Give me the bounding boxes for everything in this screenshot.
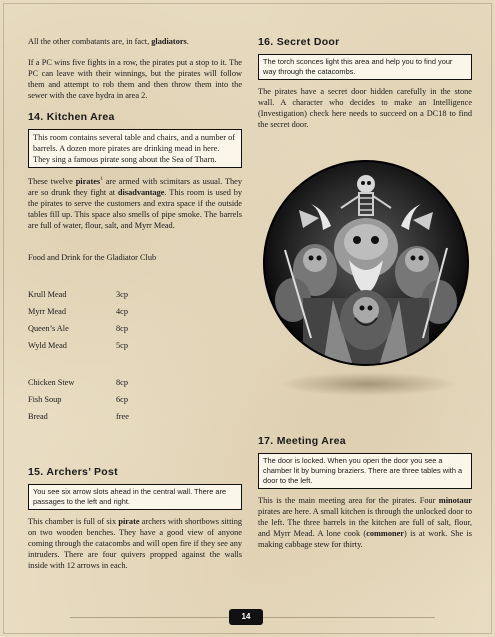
archers-body (28, 516, 242, 571)
page-number: 14 (229, 609, 263, 625)
pirates-bold: pirates (75, 176, 101, 186)
menu-item: Chicken Stew (28, 377, 75, 387)
secret-door-read-aloud-box: The torch sconces light this area and help you to find your way through the catacombs. (258, 54, 472, 80)
archers-text-1: This chamber is full of six (28, 517, 119, 526)
pirate-crew-illustration (263, 160, 469, 366)
menu-gap (28, 354, 242, 374)
food-list (28, 374, 242, 425)
pirates-footnote: 1 (100, 176, 103, 182)
archers-read-aloud-box: You see six arrow slots ahead in the central wall. There are passages to the left and right. (28, 484, 242, 510)
menu-row (28, 320, 242, 337)
menu-price: 8cp (116, 323, 128, 333)
intro-text-end: . (186, 37, 189, 46)
menu-item: Fish Soup (28, 394, 62, 404)
menu-row (28, 286, 242, 303)
menu-row (28, 408, 242, 425)
menu-title: Food and Drink for the Gladiator Club (28, 252, 157, 262)
archers-post-section (28, 466, 242, 581)
right-column (258, 36, 472, 140)
meeting-text-2: pirates are here. A small kitchen is through the unlocked door to the left. The three barrels in the kitchen are full of salt, flour, and Myrr Mead. A lone cook ( (258, 507, 472, 538)
meeting-area-section (258, 435, 472, 560)
kitchen-text-2: are armed with scimitars as usual. They are so drunk they fight at (28, 176, 242, 197)
menu-row (28, 303, 242, 320)
gladiators-bold: gladiators (151, 37, 187, 46)
archers-text-2: archers with shortbows sitting on two wooden benches. They have a good view of anyone coming through the catacombs and will open fire if they see any intruders. There are four quivers propped against the walls inside with 12 arrows in each. (28, 517, 242, 570)
menu-price: 8cp (116, 377, 128, 387)
meeting-text-3: ) is at work. She is making cabbage stew for thirty. (258, 529, 472, 549)
menu-row (28, 391, 242, 408)
kitchen-body (28, 174, 242, 231)
drinks-list (28, 286, 242, 354)
kitchen-heading: 14. Kitchen Area (28, 111, 115, 123)
kitchen-read-aloud-box: This room contains several table and chairs, and a number of barrels. A dozen more pirates are drinking mead in here. They sing a famous pirate song about the Sea of Tharn. (28, 129, 242, 168)
menu-price: 6cp (116, 394, 128, 404)
meeting-body (258, 495, 472, 550)
menu-row (28, 337, 242, 354)
menu-item: Myrr Mead (28, 306, 67, 316)
menu-price: 5cp (116, 340, 128, 350)
left-column (28, 36, 242, 425)
menu-row (28, 374, 242, 391)
menu-price: 3cp (116, 289, 128, 299)
meeting-heading: 17. Meeting Area (258, 435, 346, 447)
intro-paragraph-1 (28, 36, 242, 47)
meeting-read-aloud-box: The door is locked. When you open the door you see a chamber lit by burning braziers. There are three tables with a door to the left. (258, 453, 472, 489)
archers-heading: 15. Archers’ Post (28, 466, 118, 478)
menu-price: free (116, 411, 129, 421)
menu-item: Queen’s Ale (28, 323, 69, 333)
minotaur-bold: minotaur (438, 496, 472, 505)
disadvantage-bold: disadvantage (117, 187, 165, 197)
menu-item: Bread (28, 411, 48, 421)
commoner-bold: commoner (366, 529, 404, 538)
menu-item: Krull Mead (28, 289, 67, 299)
secret-door-heading: 16. Secret Door (258, 36, 340, 48)
pirate-bold: pirate (118, 517, 140, 526)
meeting-text-1: This is the main meeting area for the pirates. Four (258, 496, 439, 505)
intro-text: All the other combatants are, in fact, (28, 37, 152, 46)
kitchen-text-3: . This room is used by the pirates to serve the customers and extra space if the outside tables fill up. This space also smells of pipe smoke. The barrels are full of water, flour, salt, and Myrr Mead. (28, 187, 242, 230)
secret-door-body: The pirates have a secret door hidden carefully in the stone wall. A character who decides to make an Intelligence (Investigation) check here needs to succeed on a DC18 to find the secret door. (258, 87, 472, 129)
intro-paragraph-2: If a PC wins five fights in a row, the pirates put a stop to it. The PC can leave with their winnings, but the pirates will follow them and attempt to rob them and then throw them into the sewer with the cave hydra in area 2. (28, 58, 242, 100)
menu-item: Wyld Mead (28, 340, 67, 350)
menu-price: 4cp (116, 306, 128, 316)
illustration-shadow (278, 372, 458, 396)
kitchen-text-1: These twelve (28, 176, 76, 186)
